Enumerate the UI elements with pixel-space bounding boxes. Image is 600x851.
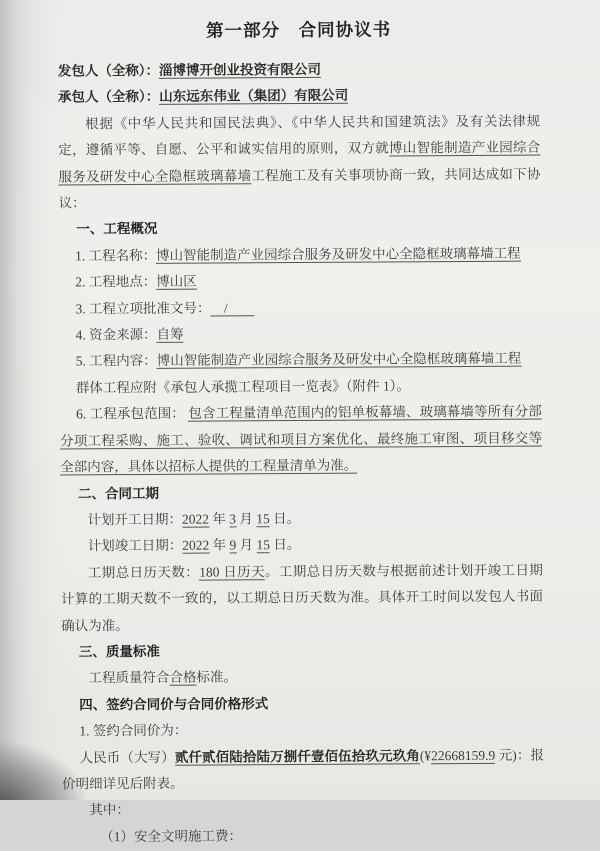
contract-body [57,15,544,851]
project-location-label: 2. 工程地点： [75,274,157,290]
party-b-label: 承包人（全称）： [57,89,160,105]
section-2-heading: 二、合同工期 [77,485,159,501]
project-content-label: 5. 工程内容： [75,353,157,369]
price-amount-number: 22668159.9 [431,747,496,763]
day-char: 日。 [269,537,301,553]
section-1-heading: 一、工程概况 [76,221,158,237]
project-location-line [59,267,541,296]
contract-scope-paragraph [60,399,542,481]
funding-source-line [59,320,541,349]
duration-value: 180 日历天 [199,563,266,580]
party-a-name: 淄博博开创业投资有限公司 [158,61,322,78]
project-content-line [59,346,541,375]
preamble-project-name: 博山智能制造产业园综合服务及研发中心全隐框玻璃幕墙 [58,139,541,185]
section-3-heading: 三、质量标准 [78,643,160,660]
start-month-value: 3 [229,511,237,527]
approval-number-blank: / [210,299,255,316]
funding-source-value: 自筹 [156,326,184,342]
safety-fee-line: （1）安全文明施工费： [100,828,243,845]
duration-paragraph [61,557,543,639]
contract-price-paragraph [62,742,544,798]
project-location-value: 博山区 [156,273,197,290]
party-b-name: 山东远东伟业（集团）有限公司 [159,88,349,105]
month-char: 月 [235,511,257,527]
start-year-value: 2022 [181,511,210,527]
funding-source-label: 4. 资金来源： [75,326,157,343]
preamble-paragraph [58,108,541,217]
quality-text-pre: 工程质量符合 [88,670,170,686]
quality-text-post: 标准。 [196,669,238,685]
contract-scope-label: 6. 工程承包范围： [76,405,189,422]
contract-price-intro-line: 1. 签约合同价为： [79,722,188,739]
party-b-line [58,82,540,111]
party-a-label: 发包人（全称）： [57,62,160,79]
end-day-value: 15 [256,537,270,553]
approval-number-label: 3. 工程立项批准文号： [75,300,211,317]
start-date-label: 计划开工日期： [87,511,183,528]
month-char: 月 [236,537,257,553]
price-amount-words: 贰仟贰佰陆拾陆万捌仟壹佰伍拾玖元玖角 [174,747,420,765]
end-year-value: 2022 [182,537,210,554]
year-char: 年 [208,511,230,527]
price-paren-close: 元)：报价明细详见后附表。 [62,747,545,792]
project-content-value: 博山智能制造产业园综合服务及研发中心全隐框玻璃幕墙工程 [156,351,522,369]
page-title: 第一部分 合同协议书 [205,19,392,41]
end-month-value: 9 [229,537,237,553]
project-name-label: 1. 工程名称： [75,247,157,264]
preamble-text-post: 工程施工及有关事项协商一致，共同达成如下协议： [58,166,541,211]
quality-grade-value: 合格 [169,669,197,686]
price-paren-open: (¥ [419,747,432,763]
party-a-line [58,56,540,85]
end-date-label: 计划竣工日期： [87,538,183,554]
year-char: 年 [209,537,230,553]
day-char: 日。 [269,510,301,527]
planned-start-date-line [60,504,542,533]
duration-rest-text: 。工期总日历天数与根据前述计划开竣工日期计算的工期天数不一致的，以工期总日历天数为准。具体开工时间以发包人书面确认为准。 [60,562,544,633]
project-name-line [59,240,541,269]
among-which-line: 其中： [89,802,130,818]
section-4-heading: 四、签约合同价与合同价格形式 [79,695,269,713]
project-content-note: 群体工程应附《承包人承揽工程项目一览表》（附件 1）。 [75,378,411,396]
preamble-text-pre: 根据《中华人民共和国民法典》、《中华人民共和国建筑法》及有关法律规定，遵循平等、自愿、公平和诚实信用的原则，双方就 [58,113,541,158]
contract-scope-value: 包含工程量清单范围内的铝单板幕墙、玻璃幕墙等所有分部分项工程采购、施工、验收、调试和项目方案优化、最终施工审图、项目移交等全部内容，具体以招标人提供的工程量清单为准。 [59,403,543,475]
start-day-value: 15 [256,511,270,527]
duration-label: 工期总日历天数： [87,564,200,581]
project-name-value: 博山智能制造产业园综合服务及研发中心全隐框玻璃幕墙工程 [156,245,521,263]
quality-standard-line [61,663,543,692]
planned-completion-date-line [61,531,543,560]
price-currency-label: 人民币（大写） [79,749,175,765]
approval-number-line [59,293,541,322]
